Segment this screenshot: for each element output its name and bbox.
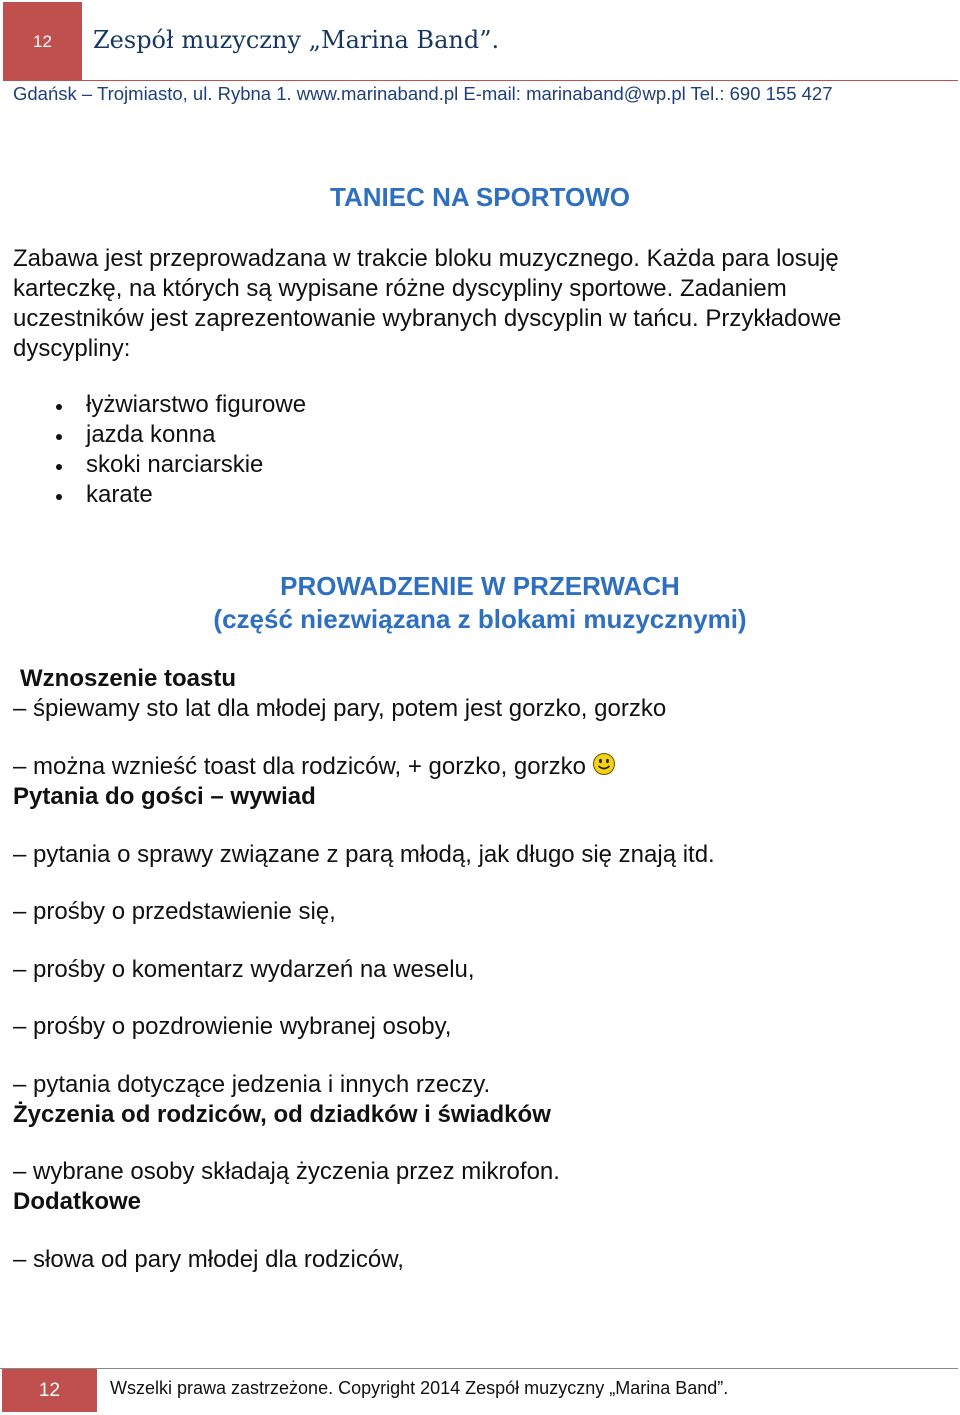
- bullet-icon: [56, 434, 62, 440]
- header-contact: Gdańsk – Trojmiasto, ul. Rybna 1. www.marinaband.pl E-mail: marinaband@wp.pl Tel.: 690 155 427: [13, 83, 833, 104]
- footer-divider: [0, 1368, 958, 1369]
- paragraph-line: karteczkę, na których są wypisane różne dyscypliny sportowe. Zadaniem: [13, 275, 787, 302]
- smiley-icon: [592, 752, 616, 776]
- footer-copyright: Wszelki prawa zastrzeżone. Copyright 2014 Zespół muzyczny „Marina Band”.: [110, 1378, 729, 1398]
- question-item: – prośby o pozdrowienie wybranej osoby,: [13, 1013, 452, 1040]
- paragraph-line: Zabawa jest przeprowadzana w trakcie bloku muzycznego. Każda para losuję: [13, 245, 839, 272]
- section-subtitle-breaks: (część niezwiązana z blokami muzycznymi): [213, 604, 747, 634]
- header-title: Zespół muzyczny „Marina Band”.: [93, 26, 500, 54]
- list-item: jazda konna: [0, 420, 306, 450]
- list-item: skoki narciarskie: [0, 450, 306, 480]
- toast-line-2: – można wznieść toast dla rodziców, + gorzko, gorzko: [13, 752, 616, 782]
- bullet-icon: [56, 494, 62, 500]
- list-item: karate: [0, 480, 306, 510]
- section1-paragraph: [13, 244, 933, 364]
- question-item: – prośby o komentarz wydarzeń na weselu,: [13, 956, 475, 983]
- wishes-heading: Życzenia od rodziców, od dziadków i świadków: [13, 1101, 551, 1128]
- paragraph-line: dyscypliny:: [13, 335, 131, 362]
- section-title-sport-dance: TANIEC NA SPORTOWO: [330, 182, 630, 212]
- bullet-icon: [56, 404, 62, 410]
- header-divider: [82, 80, 958, 81]
- bullet-icon: [56, 464, 62, 470]
- question-item: – pytania o sprawy związane z parą młodą, jak długo się znają itd.: [13, 841, 715, 868]
- section-title-breaks: PROWADZENIE W PRZERWACH: [280, 571, 680, 601]
- footer-page-number: 12: [2, 1369, 97, 1412]
- extra-heading: Dodatkowe: [13, 1188, 142, 1215]
- toast-line-1: – śpiewamy sto lat dla młodej pary, potem jest gorzko, gorzko: [13, 695, 667, 722]
- question-item: – prośby o przedstawienie się,: [13, 898, 336, 925]
- paragraph-line: uczestników jest zaprezentowanie wybranych dyscyplin w tańcu. Przykładowe: [13, 305, 842, 332]
- list-item: łyżwiarstwo figurowe: [0, 390, 306, 420]
- header-page-number: 12: [3, 2, 82, 81]
- questions-heading: Pytania do gości – wywiad: [13, 783, 316, 810]
- discipline-list: [0, 390, 306, 510]
- extra-line: – słowa od pary młodej dla rodziców,: [13, 1246, 404, 1273]
- wishes-line: – wybrane osoby składają życzenia przez mikrofon.: [13, 1158, 560, 1185]
- toast-heading: Wznoszenie toastu: [20, 665, 237, 692]
- question-item: – pytania dotyczące jedzenia i innych rzeczy.: [13, 1071, 491, 1098]
